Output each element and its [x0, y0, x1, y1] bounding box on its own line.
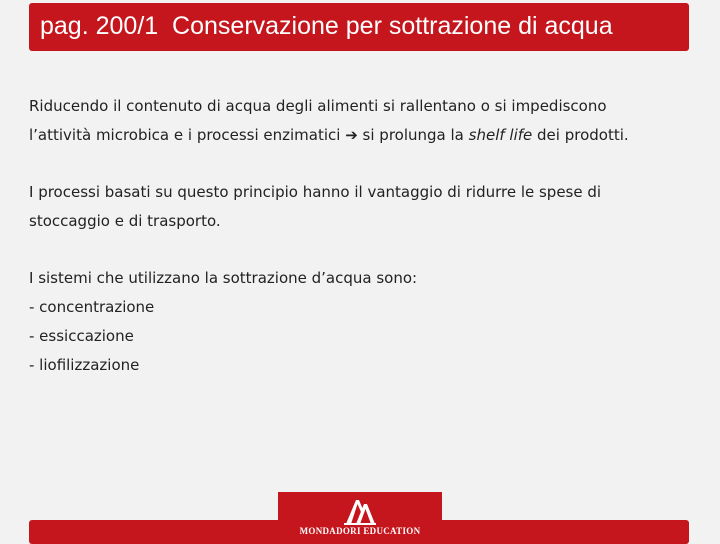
paragraph-3-intro: I sistemi che utilizzano la sottrazione d’acqua sono: [29, 269, 418, 287]
paragraph-1-text-start: l’attività microbica e i processi enzimatici [29, 126, 346, 144]
paragraph-2-line-2: stoccaggio e di trasporto. [29, 212, 221, 230]
list-item-concentrazione: - concentrazione [29, 298, 155, 316]
list-item-liofilizzazione: - liofilizzazione [29, 356, 140, 374]
title-bar [29, 3, 689, 51]
paragraph-2-line-1: I processi basati su questo principio hanno il vantaggio di ridurre le spese di [29, 183, 602, 201]
publisher-logo [278, 492, 442, 540]
paragraph-1-text-end: dei prodotti. [532, 126, 629, 144]
shelf-life-term: shelf life [468, 126, 533, 144]
publisher-logo-mark-icon [342, 496, 378, 526]
right-arrow-icon: ➔ [345, 126, 358, 144]
list-item-essiccazione: - essiccazione [29, 327, 134, 345]
slide-content [29, 92, 699, 380]
publisher-logo-text: MONDADORI EDUCATION [299, 526, 421, 536]
paragraph-1-line-1: Riducendo il contenuto di acqua degli alimenti si rallentano o si impediscono [29, 97, 607, 115]
paragraph-1-text-mid: si prolunga la [357, 126, 469, 144]
page-title: pag. 200/1 Conservazione per sottrazione di acqua [40, 12, 613, 40]
paragraph-1-line-2 [29, 121, 699, 150]
